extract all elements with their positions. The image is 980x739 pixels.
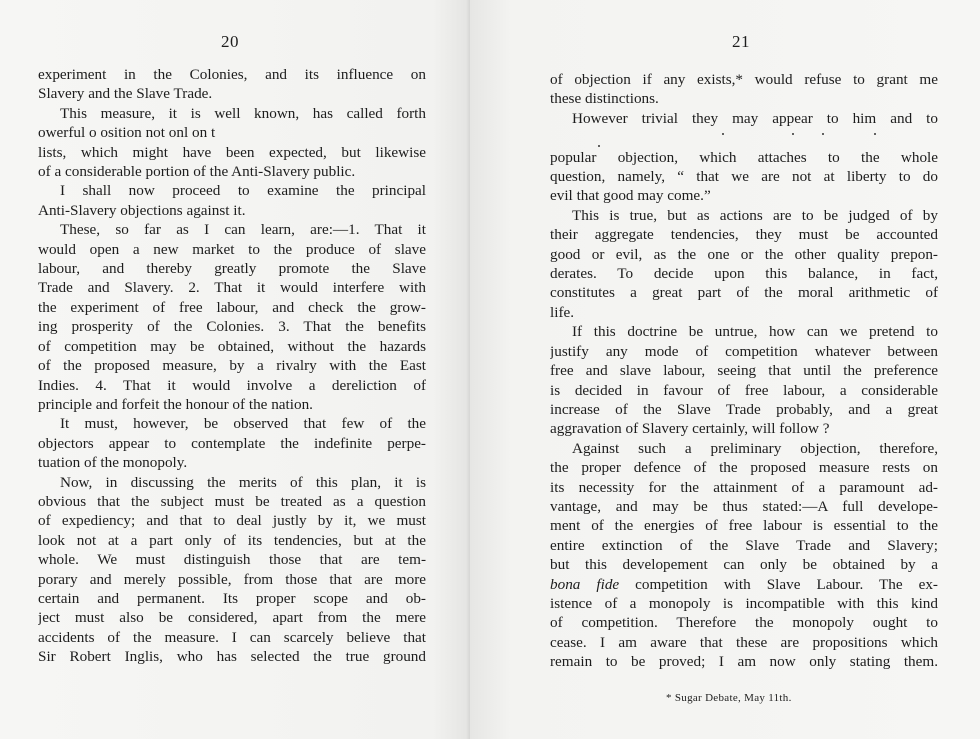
page-number-right: 21: [732, 32, 750, 51]
text-line: remain to be proved; I am now only stating them.: [550, 653, 938, 671]
right-page: [470, 0, 980, 739]
text-line: life.: [550, 303, 575, 321]
text-line: of a considerable portion of the Anti-Slavery public.: [38, 163, 356, 181]
text-line: tuation of the monopoly.: [38, 454, 188, 472]
text-line: question, namely, “ that we are not at liberty to do: [550, 168, 938, 186]
text-line: objectors appear to contemplate the indefinite perpe-: [38, 434, 426, 452]
text-line: lists, which might have been expected, but likewise: [38, 143, 426, 161]
text-line: If this doctrine be untrue, how can we pretend to: [572, 323, 938, 341]
text-line: good or evil, as the one or the other quality prepon-: [550, 245, 938, 263]
text-line: free and slave labour, seeing that until the preference: [550, 362, 938, 380]
text-line: bona fide competition with Slave Labour. The ex-: [550, 575, 938, 593]
text-line: These, so far as I can learn, are:—1. That it: [60, 221, 426, 239]
text-line: but this developement can only be obtained by a: [550, 556, 938, 574]
text-line: istence of a monopoly is incompatible with this kind: [550, 594, 938, 612]
text-line: entire extinction of the Slave Trade and Slavery;: [550, 536, 938, 554]
text-line: these distinctions.: [550, 90, 659, 108]
text-line: accidents of the measure. I can scarcely believe that: [38, 628, 426, 646]
text-line: popular objection, which attaches to the whole: [550, 148, 938, 166]
scan-speck: [598, 145, 600, 147]
page-number-left: 20: [221, 32, 239, 51]
left-page-text: [38, 65, 426, 667]
text-line: derates. To decide upon this balance, in fact,: [550, 265, 938, 283]
scan-speck: [722, 133, 724, 135]
text-line: principle and forfeit the honour of the nation.: [38, 395, 313, 413]
text-line: Indies. 4. That it would involve a dereliction of: [38, 376, 426, 394]
text-line: owerful o osition not onl on t: [38, 124, 216, 142]
text-line: Sir Robert Inglis, who has selected the true ground: [38, 648, 426, 666]
text-line: aggravation of Slavery certainly, will follow ?: [550, 420, 830, 438]
text-line: cease. I am aware that these are propositions which: [550, 633, 938, 651]
text-line: of objection if any exists,* would refuse to grant me: [550, 71, 938, 88]
text-line: of expediency; and that to deal justly by it, we must: [38, 512, 426, 530]
text-line: I shall now proceed to examine the principal: [60, 182, 426, 200]
text-line: ing prosperity of the Colonies. 3. That the benefits: [38, 318, 426, 336]
text-line: the proper defence of the proposed measure rests on: [550, 459, 938, 477]
text-line: However trivial they may appear to him and to: [572, 109, 938, 127]
text-line: [550, 128, 938, 147]
text-line: the experiment of free labour, and check the grow-: [38, 298, 426, 316]
text-line: their aggregate tendencies, they must be accounted: [550, 226, 938, 244]
text-line: labour, and thereby greatly promote the Slave: [38, 260, 426, 278]
text-line: Anti-Slavery objections against it.: [38, 201, 246, 219]
text-line: Against such a preliminary objection, therefore,: [572, 439, 938, 457]
text-line: constitutes a great part of the moral arithmetic of: [550, 284, 938, 302]
text-line: of the proposed measure, by a rivalry with the East: [38, 357, 426, 375]
text-line: look not at a part only of its tendencies, but at the: [38, 531, 426, 549]
text-line: its necessity for the attainment of a paramount ad-: [550, 478, 938, 496]
footnote: * Sugar Debate, May 11th.: [666, 692, 792, 704]
text-line: Trade and Slavery. 2. That it would interfere with: [38, 279, 426, 297]
text-line: This measure, it is well known, has called forth: [60, 104, 426, 122]
text-line: obvious that the subject must be treated as a question: [38, 492, 426, 510]
text-line: evil that good may come.”: [550, 187, 711, 205]
text-line: experiment in the Colonies, and its influence on: [38, 66, 426, 83]
text-line: is decided in favour of free labour, a considerable: [550, 381, 938, 399]
right-page-text: [550, 70, 938, 672]
text-line: would open a new market to the produce of slave: [38, 240, 426, 258]
text-line: porary and merely possible, from those that are more: [38, 570, 426, 588]
text-line: increase of the Slave Trade probably, and a great: [550, 400, 938, 418]
text-line: justify any mode of competition whatever between: [550, 342, 938, 360]
text-line: vantage, and may be thus stated:—A full develope-: [550, 497, 938, 515]
text-line: ment of the energies of free labour is essential to the: [550, 517, 938, 535]
text-line: whole. We must distinguish those that are tem-: [38, 551, 426, 569]
scan-speck: [874, 133, 876, 135]
text-line: of competition may be obtained, without the hazards: [38, 337, 426, 355]
text-line: of competition. Therefore the monopoly ought to: [550, 614, 938, 632]
text-line: It must, however, be observed that few of the: [60, 415, 426, 433]
text-line: certain and permanent. Its proper scope and ob-: [38, 589, 426, 607]
left-page: [0, 0, 470, 739]
text-line: This is true, but as actions are to be judged of by: [572, 206, 938, 224]
text-line: Slavery and the Slave Trade.: [38, 85, 213, 103]
text-line: ject must also be considered, apart from the mere: [38, 609, 426, 627]
scan-speck: [792, 133, 794, 135]
scan-speck: [822, 133, 824, 135]
text-line: Now, in discussing the merits of this plan, it is: [60, 473, 426, 491]
